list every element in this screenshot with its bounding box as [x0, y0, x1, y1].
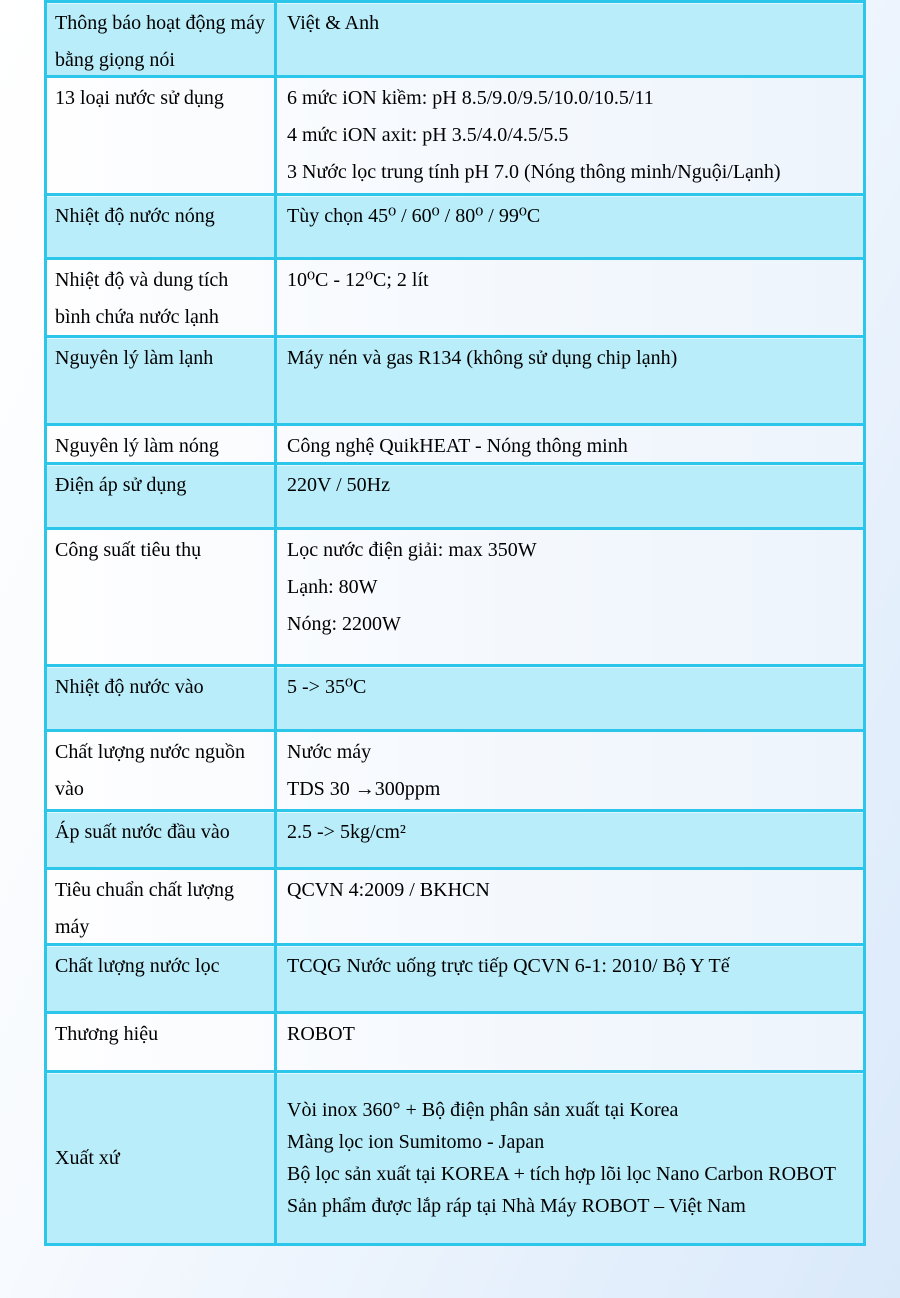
value-line: QCVN 4:2009 / BKHCN: [287, 879, 490, 901]
spec-value: [277, 870, 863, 943]
spec-label: Thông báo hoạt động máy bằng giọng nói: [47, 3, 277, 75]
value-line: Vòi inox 360° + Bộ điện phân sản xuất tại Korea: [287, 1099, 679, 1121]
spec-label: Áp suất nước đầu vào: [47, 812, 277, 867]
spec-value: [277, 946, 863, 1011]
spec-row: [47, 335, 863, 423]
spec-row: [47, 809, 863, 867]
spec-row: [47, 193, 863, 257]
spec-row: [47, 257, 863, 335]
spec-label: Nhiệt độ và dung tích bình chứa nước lạnh: [47, 260, 277, 335]
spec-row: [47, 75, 863, 193]
spec-label: Nguyên lý làm nóng: [47, 426, 277, 462]
spec-row: [47, 729, 863, 809]
spec-label: Thương hiệu: [47, 1014, 277, 1070]
spec-value: [277, 338, 863, 423]
spec-label: Tiêu chuẩn chất lượng máy: [47, 870, 277, 943]
value-line: Lọc nước điện giải: max 350W: [287, 539, 537, 561]
value-line: Sản phẩm được lắp ráp tại Nhà Máy ROBOT – Việt Nam: [287, 1195, 746, 1217]
spec-label: Nhiệt độ nước vào: [47, 667, 277, 729]
value-line: 6 mức iON kiềm: pH 8.5/9.0/9.5/10.0/10.5/11: [287, 87, 654, 109]
spec-value: [277, 78, 863, 193]
value-line: Nóng: 2200W: [287, 613, 401, 635]
spec-label: Xuất xứ: [47, 1073, 277, 1243]
value-line: 10⁰C - 12⁰C; 2 lít: [287, 269, 429, 291]
spec-label: Chất lượng nước nguồn vào: [47, 732, 277, 809]
value-line: Công nghệ QuikHEAT - Nóng thông minh: [287, 435, 628, 457]
value-line: ROBOT: [287, 1023, 355, 1045]
spec-value: [277, 1014, 863, 1070]
value-line: TCQG Nước uống trực tiếp QCVN 6-1: 2010/ Bộ Y Tế: [287, 955, 730, 977]
spec-value: [277, 812, 863, 867]
spec-value: [277, 465, 863, 527]
spec-label: Điện áp sử dụng: [47, 465, 277, 527]
value-line: Màng lọc ion Sumitomo - Japan: [287, 1131, 545, 1153]
value-line: 3 Nước lọc trung tính pH 7.0 (Nóng thông minh/Nguội/Lạnh): [287, 161, 781, 183]
spec-label: Nguyên lý làm lạnh: [47, 338, 277, 423]
spec-row: [47, 0, 863, 75]
value-line: Việt & Anh: [287, 12, 380, 34]
spec-table: [44, 0, 866, 1246]
spec-label: Chất lượng nước lọc: [47, 946, 277, 1011]
spec-label: Công suất tiêu thụ: [47, 530, 277, 664]
value-line: Tùy chọn 45⁰ / 60⁰ / 80⁰ / 99⁰C: [287, 205, 541, 227]
spec-value: [277, 1073, 863, 1243]
spec-value: [277, 530, 863, 664]
spec-row: [47, 423, 863, 462]
value-line: 2.5 -> 5kg/cm²: [287, 821, 406, 843]
value-line: TDS 30 →300ppm: [287, 778, 441, 800]
value-line: 5 -> 35⁰C: [287, 676, 367, 698]
value-line: Máy nén và gas R134 (không sử dụng chip lạnh): [287, 347, 678, 369]
value-line: Nước máy: [287, 741, 372, 763]
spec-value: [277, 260, 863, 335]
spec-row: [47, 867, 863, 943]
spec-row: [47, 1011, 863, 1070]
spec-label: 13 loại nước sử dụng: [47, 78, 277, 193]
spec-value: [277, 426, 863, 462]
spec-value: [277, 3, 863, 75]
spec-value: [277, 667, 863, 729]
value-line: Lạnh: 80W: [287, 576, 378, 598]
value-line: Bộ lọc sản xuất tại KOREA + tích hợp lõi lọc Nano Carbon ROBOT: [287, 1163, 837, 1185]
spec-row: [47, 664, 863, 729]
spec-label: Nhiệt độ nước nóng: [47, 196, 277, 257]
value-line: 4 mức iON axit: pH 3.5/4.0/4.5/5.5: [287, 124, 569, 146]
spec-row: [47, 527, 863, 664]
spec-value: [277, 732, 863, 809]
spec-row: [47, 943, 863, 1011]
spec-value: [277, 196, 863, 257]
spec-row: [47, 462, 863, 527]
spec-row: [47, 1070, 863, 1243]
value-line: 220V / 50Hz: [287, 474, 390, 496]
